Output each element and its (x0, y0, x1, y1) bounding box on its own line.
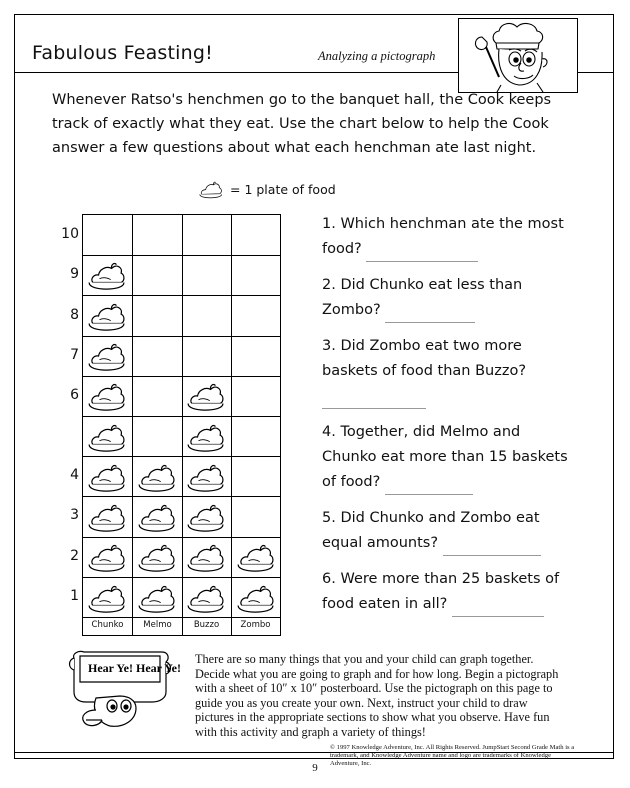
hear-ye-scroll-icon (62, 648, 182, 740)
y-tick-10: 10 (61, 226, 79, 242)
answer-blank-5[interactable] (443, 541, 541, 556)
question-2-text: Did Chunko eat less than Zombo? (322, 277, 523, 318)
question-5 (322, 506, 570, 556)
question-6-text: Were more than 25 baskets of food eaten in all? (322, 571, 560, 612)
mascot-illustration (458, 18, 578, 93)
plate-icon (86, 380, 130, 414)
chef-character-icon (459, 19, 577, 92)
intro-paragraph: Whenever Ratso's henchmen go to the banquet hall, the Cook keeps track of exactly what they eat. Use the chart below to help the Cook answer a few questions about what each henchman ate last night. (52, 92, 552, 156)
question-6 (322, 567, 570, 617)
y-tick-1: 1 (70, 588, 79, 604)
plate-icon (86, 541, 130, 575)
chart-key (198, 178, 336, 200)
plate-icon (185, 541, 229, 575)
plate-icon (136, 461, 180, 495)
plate-icon (185, 461, 229, 495)
x-axis-labels (82, 618, 281, 636)
question-4-text: Together, did Melmo and Chunko eat more than 15 baskets of food? (322, 424, 568, 490)
question-2-number: 2. (322, 277, 336, 293)
plate-icon (185, 582, 229, 616)
answer-blank-3[interactable] (322, 394, 426, 409)
parent-note: There are so many things that you and your child can graph together. Decide what you are going to graph and for how long. Begin a pictograph with a sheet of 10″ x 10″ posterboard. Use the pictograph on this page to guide you as you create your own. Next, instruct your child to draw pictures in the appropriate sections to show what you observe. Have fun with this activity and graph a variety of things! (195, 652, 559, 739)
plate-icon (136, 582, 180, 616)
plate-icon (235, 541, 279, 575)
plate-icon (136, 501, 180, 535)
answer-blank-6[interactable] (452, 602, 544, 617)
plate-icon (86, 300, 130, 334)
plate-icon (86, 501, 130, 535)
plate-icon (86, 259, 130, 293)
y-tick-2: 2 (70, 548, 79, 564)
key-label: = 1 plate of food (230, 181, 336, 197)
page-subtitle: Analyzing a pictograph (318, 49, 436, 63)
plate-icon (86, 582, 130, 616)
plate-icon (136, 541, 180, 575)
x-label-zombo: Zombo (240, 620, 271, 630)
x-label-melmo: Melmo (143, 620, 172, 630)
question-1-text: Which henchman ate the most food? (322, 216, 564, 257)
scroll-mascot-illustration (62, 648, 182, 740)
question-4 (322, 420, 570, 495)
plate-icon (185, 421, 229, 455)
plate-icon (86, 461, 130, 495)
questions-list (322, 212, 570, 628)
copyright-text: © 1997 Knowledge Adventure, Inc. All Rights Reserved. JumpStart Second Grade Math is a trademark, and Knowledge Adventure name and logo are trademarks of Knowledge Adventure, Inc. (330, 744, 575, 768)
question-4-number: 4. (322, 424, 336, 440)
y-axis-labels (55, 214, 79, 618)
y-tick-3: 3 (70, 507, 79, 523)
page-title: Fabulous Feasting! (32, 42, 213, 64)
question-3-number: 3. (322, 338, 336, 354)
scroll-banner-text: Hear Ye! Hear Ye! (88, 661, 181, 675)
question-1-number: 1. (322, 216, 336, 232)
question-3 (322, 334, 570, 409)
question-3-text: Did Zombo eat two more baskets of food than Buzzo? (322, 338, 527, 379)
question-6-number: 6. (322, 571, 336, 587)
y-tick-7: 7 (70, 347, 79, 363)
plate-icon (185, 380, 229, 414)
answer-blank-4[interactable] (385, 480, 473, 495)
y-tick-8: 8 (70, 307, 79, 323)
plate-icon (185, 501, 229, 535)
answer-blank-1[interactable] (366, 247, 478, 262)
question-5-number: 5. (322, 510, 336, 526)
x-label-buzzo: Buzzo (193, 620, 220, 630)
y-tick-6: 6 (70, 387, 79, 403)
y-tick-4: 4 (70, 467, 79, 483)
question-1 (322, 212, 570, 262)
y-tick-9: 9 (70, 266, 79, 282)
question-5-text: Did Chunko and Zombo eat equal amounts? (322, 510, 540, 551)
question-2 (322, 273, 570, 323)
answer-blank-2[interactable] (385, 308, 475, 323)
plate-icon (86, 421, 130, 455)
plate-of-food-icon (198, 178, 224, 200)
plate-icon (86, 340, 130, 374)
plate-icon (235, 582, 279, 616)
x-label-chunko: Chunko (91, 620, 124, 630)
page-number: 9 (312, 762, 318, 774)
